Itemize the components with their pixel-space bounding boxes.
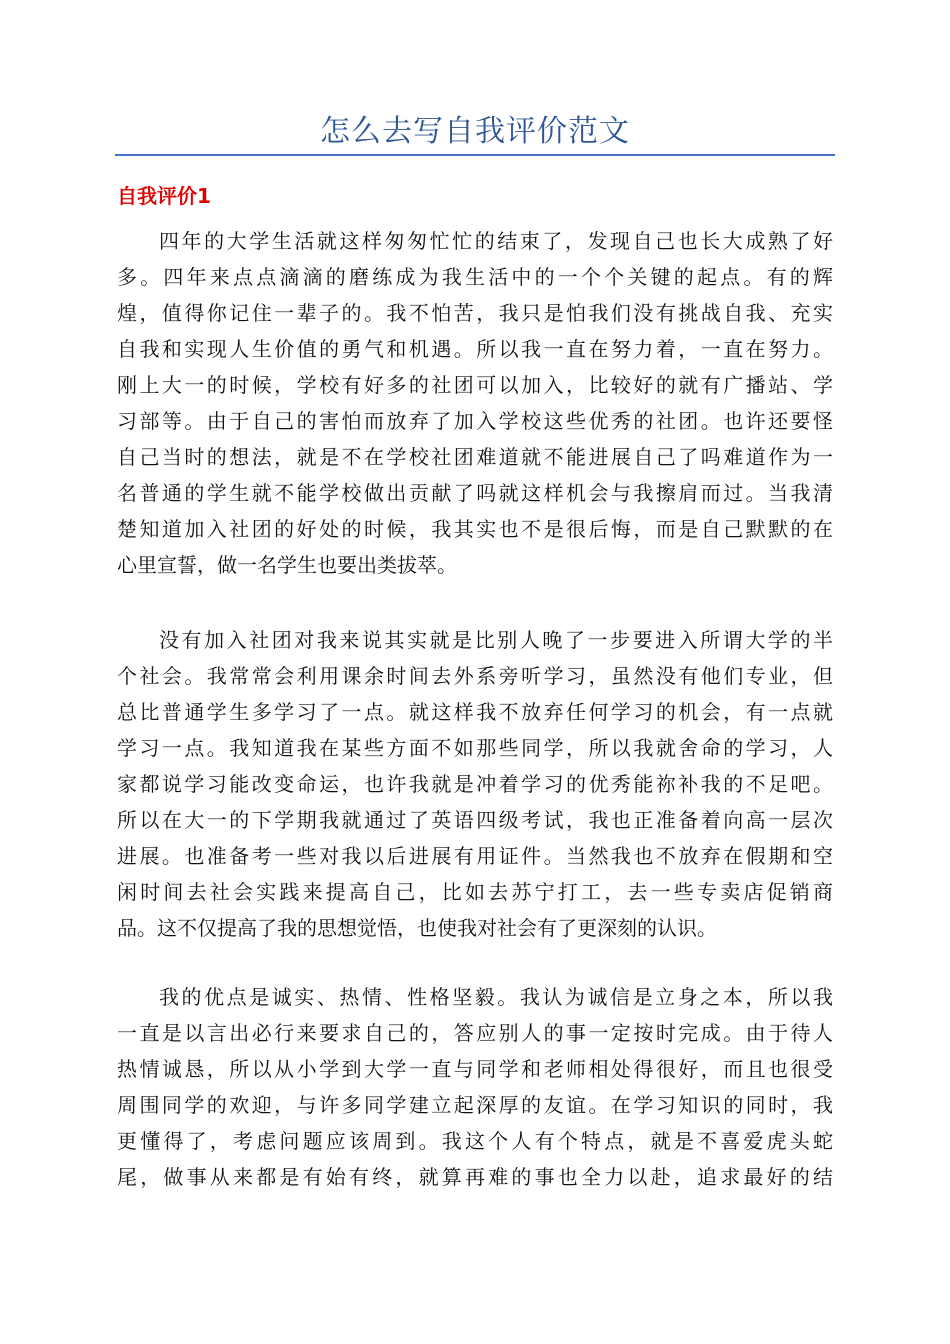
paragraph-line: 楚知道加入社团的好处的时候，我其实也不是很后悔，而是自己默默的在 [117,517,833,541]
paragraph-3 [117,979,833,1195]
paragraph-line: 煌，值得你记住一辈子的。我不怕苦，我只是怕我们没有挑战自我、充实 [117,301,833,325]
paragraph-2 [117,622,833,946]
title-underline-rule [115,154,835,156]
paragraph-line: 刚上大一的时候，学校有好多的社团可以加入，比较好的就有广播站、学 [117,373,833,397]
paragraph-line: 自己当时的想法，就是不在学校社团难道就不能进展自己了吗难道作为一 [117,445,833,469]
paragraph-line: 没有加入社团对我来说其实就是比别人晚了一步要进入所谓大学的半 [159,628,833,652]
paragraph-line: 家都说学习能改变命运，也许我就是冲着学习的优秀能祢补我的不足吧。 [117,772,833,796]
paragraph-1 [117,223,833,583]
paragraph-line: 品。这不仅提高了我的思想觉悟，也使我对社会有了更深刻的认识。 [117,916,717,940]
paragraph-line: 自我和实现人生价值的勇气和机遇。所以我一直在努力着，一直在努力。 [117,337,833,361]
paragraph-line: 四年的大学生活就这样匆匆忙忙的结束了，发现自己也长大成熟了好 [159,229,833,253]
paragraph-line: 多。四年来点点滴滴的磨练成为我生活中的一个个关键的起点。有的辉 [117,265,833,289]
paragraph-line: 尾，做事从来都是有始有终，就算再难的事也全力以赴，追求最好的结 [117,1165,833,1189]
paragraph-line: 总比普通学生多学习了一点。就这样我不放弃任何学习的机会，有一点就 [117,700,833,724]
paragraph-line: 进展。也准备考一些对我以后进展有用证件。当然我也不放弃在假期和空 [117,844,833,868]
paragraph-line: 名普通的学生就不能学校做出贡献了吗就这样机会与我擦肩而过。当我清 [117,481,833,505]
section-heading: 自我评价1 [117,184,211,208]
paragraph-line: 所以在大一的下学期我就通过了英语四级考试，我也正准备着向高一层次 [117,808,833,832]
paragraph-line: 更懂得了，考虑问题应该周到。我这个人有个特点，就是不喜爱虎头蛇 [117,1129,833,1153]
paragraph-line: 个社会。我常常会利用课余时间去外系旁听学习，虽然没有他们专业，但 [117,664,833,688]
paragraph-line: 一直是以言出必行来要求自己的，答应别人的事一定按时完成。由于待人 [117,1021,833,1045]
paragraph-line: 心里宣誓，做一名学生也要出类拔萃。 [117,553,457,577]
paragraph-line: 学习一点。我知道我在某些方面不如那些同学，所以我就舍命的学习，人 [117,736,833,760]
paragraph-line: 习部等。由于自己的害怕而放弃了加入学校这些优秀的社团。也许还要怪 [117,409,833,433]
paragraph-line: 我的优点是诚实、热情、性格坚毅。我认为诚信是立身之本，所以我 [159,985,833,1009]
paragraph-line: 热情诚恳，所以从小学到大学一直与同学和老师相处得很好，而且也很受 [117,1057,833,1081]
paragraph-line: 闲时间去社会实践来提高自己，比如去苏宁打工，去一些专卖店促销商 [117,880,833,904]
paragraph-line: 周围同学的欢迎，与许多同学建立起深厚的友谊。在学习知识的同时，我 [117,1093,833,1117]
document-title: 怎么去写自我评价范文 [320,114,630,149]
